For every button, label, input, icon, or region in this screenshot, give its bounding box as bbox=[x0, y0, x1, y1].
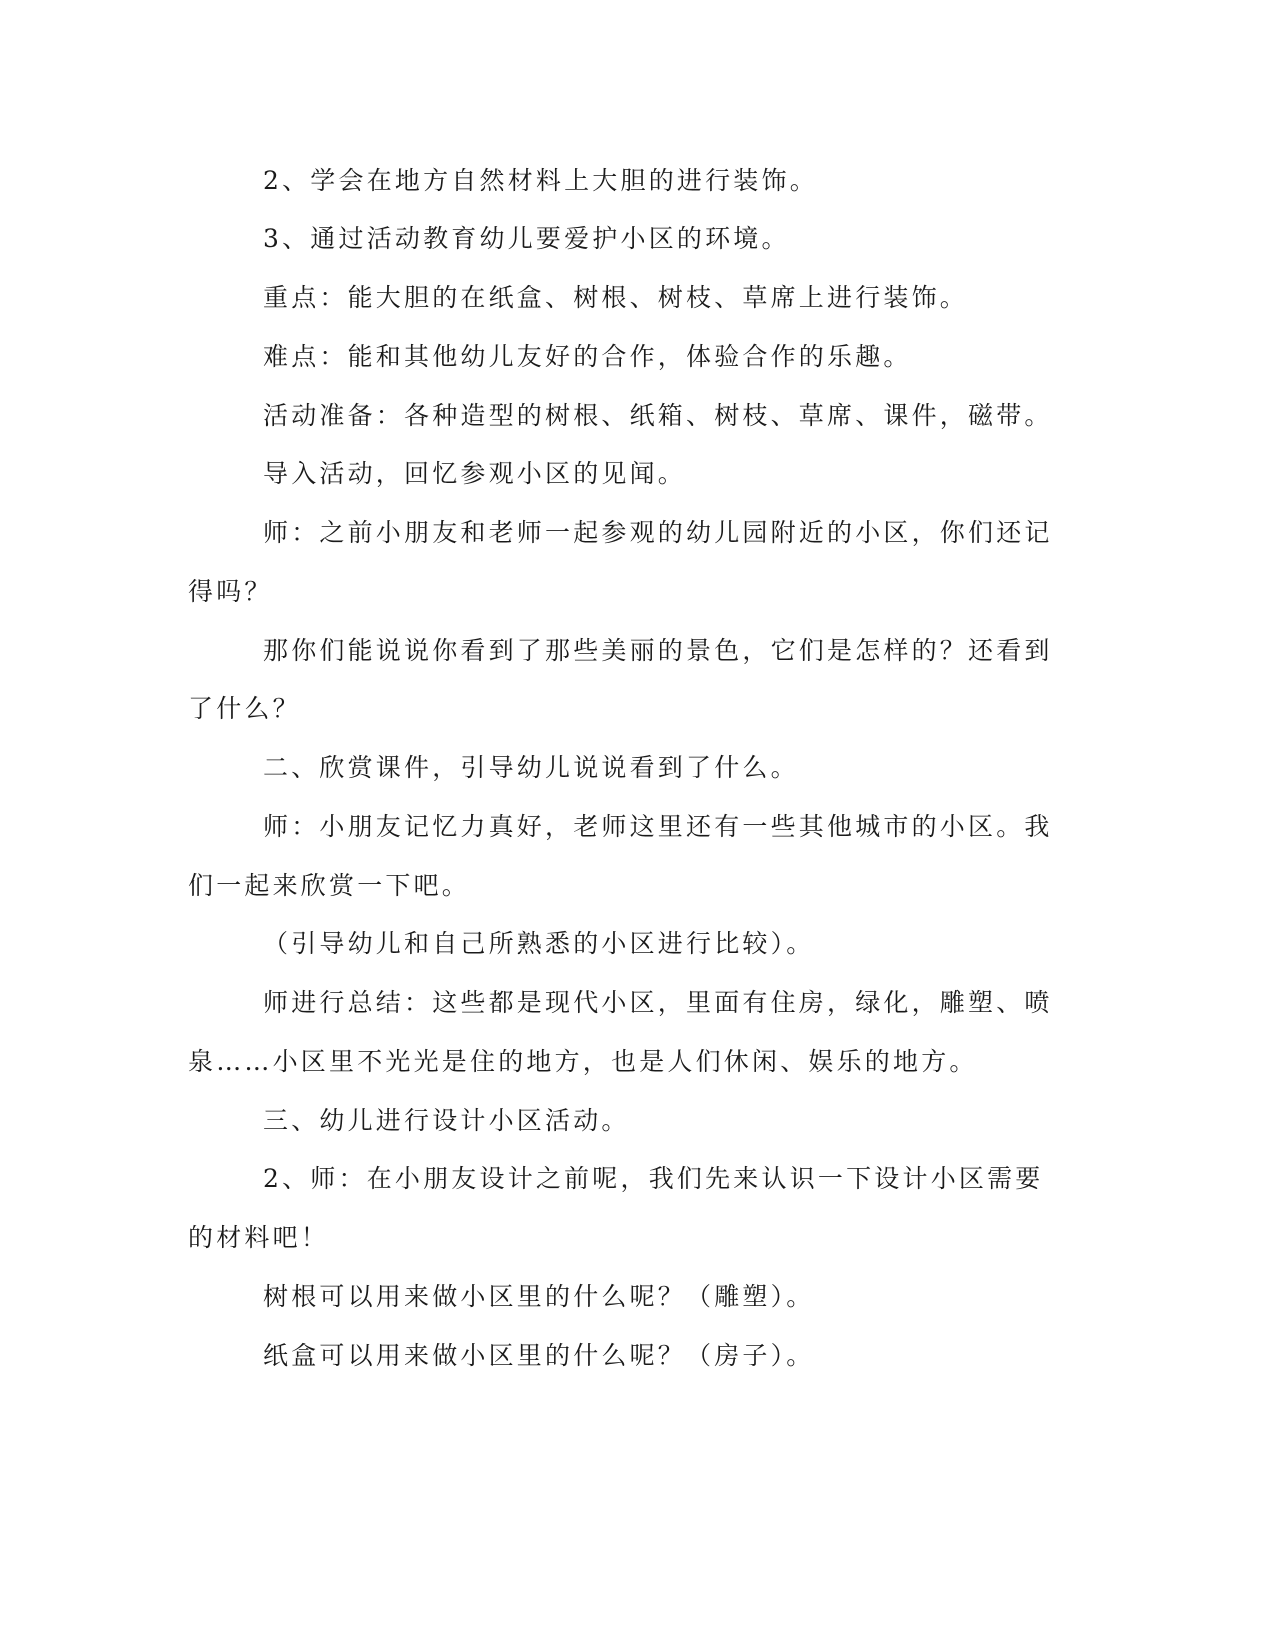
paragraph-teacher-other-cities-line1: 师：小朋友记忆力真好，老师这里还有一些其他城市的小区。我 bbox=[263, 812, 1053, 841]
paragraph-teacher-other-cities-line2: 们一起来欣赏一下吧。 bbox=[188, 871, 471, 900]
paragraph-materials-line2: 的材料吧！ bbox=[188, 1223, 330, 1252]
paragraph-section-2: 二、欣赏课件，引导幼儿说说看到了什么。 bbox=[263, 753, 799, 782]
paragraph-scenery-line2: 了什么？ bbox=[188, 694, 301, 723]
paragraph-goal-2: 2、学会在地方自然材料上大胆的进行装饰。 bbox=[263, 166, 818, 195]
paragraph-intro: 导入活动，回忆参观小区的见闻。 bbox=[263, 459, 687, 488]
paragraph-scenery-line1: 那你们能说说你看到了那些美丽的景色，它们是怎样的？还看到 bbox=[263, 636, 1053, 665]
paragraph-section-3: 三、幼儿进行设计小区活动。 bbox=[263, 1106, 630, 1135]
paragraph-paper-box: 纸盒可以用来做小区里的什么呢？（房子）。 bbox=[263, 1341, 815, 1370]
paragraph-summary-line2: 泉……小区里不光光是住的地方，也是人们休闲、娱乐的地方。 bbox=[188, 1047, 978, 1076]
paragraph-compare: （引导幼儿和自己所熟悉的小区进行比较）。 bbox=[263, 929, 815, 958]
paragraph-difficulty: 难点：能和其他幼儿友好的合作，体验合作的乐趣。 bbox=[263, 342, 912, 371]
paragraph-summary-line1: 师进行总结：这些都是现代小区，里面有住房，绿化，雕塑、喷 bbox=[263, 988, 1053, 1017]
paragraph-materials-line1: 2、师：在小朋友设计之前呢，我们先来认识一下设计小区需要 bbox=[263, 1164, 1044, 1193]
paragraph-teacher-recall-line2: 得吗？ bbox=[188, 577, 273, 606]
paragraph-tree-root: 树根可以用来做小区里的什么呢？（雕塑）。 bbox=[263, 1282, 815, 1311]
paragraph-preparation: 活动准备：各种造型的树根、纸箱、树枝、草席、课件，磁带。 bbox=[263, 401, 1053, 430]
paragraph-teacher-recall-line1: 师：之前小朋友和老师一起参观的幼儿园附近的小区，你们还记 bbox=[263, 518, 1053, 547]
paragraph-key-point: 重点：能大胆的在纸盒、树根、树枝、草席上进行装饰。 bbox=[263, 283, 969, 312]
paragraph-goal-3: 3、通过活动教育幼儿要爱护小区的环境。 bbox=[263, 224, 790, 253]
